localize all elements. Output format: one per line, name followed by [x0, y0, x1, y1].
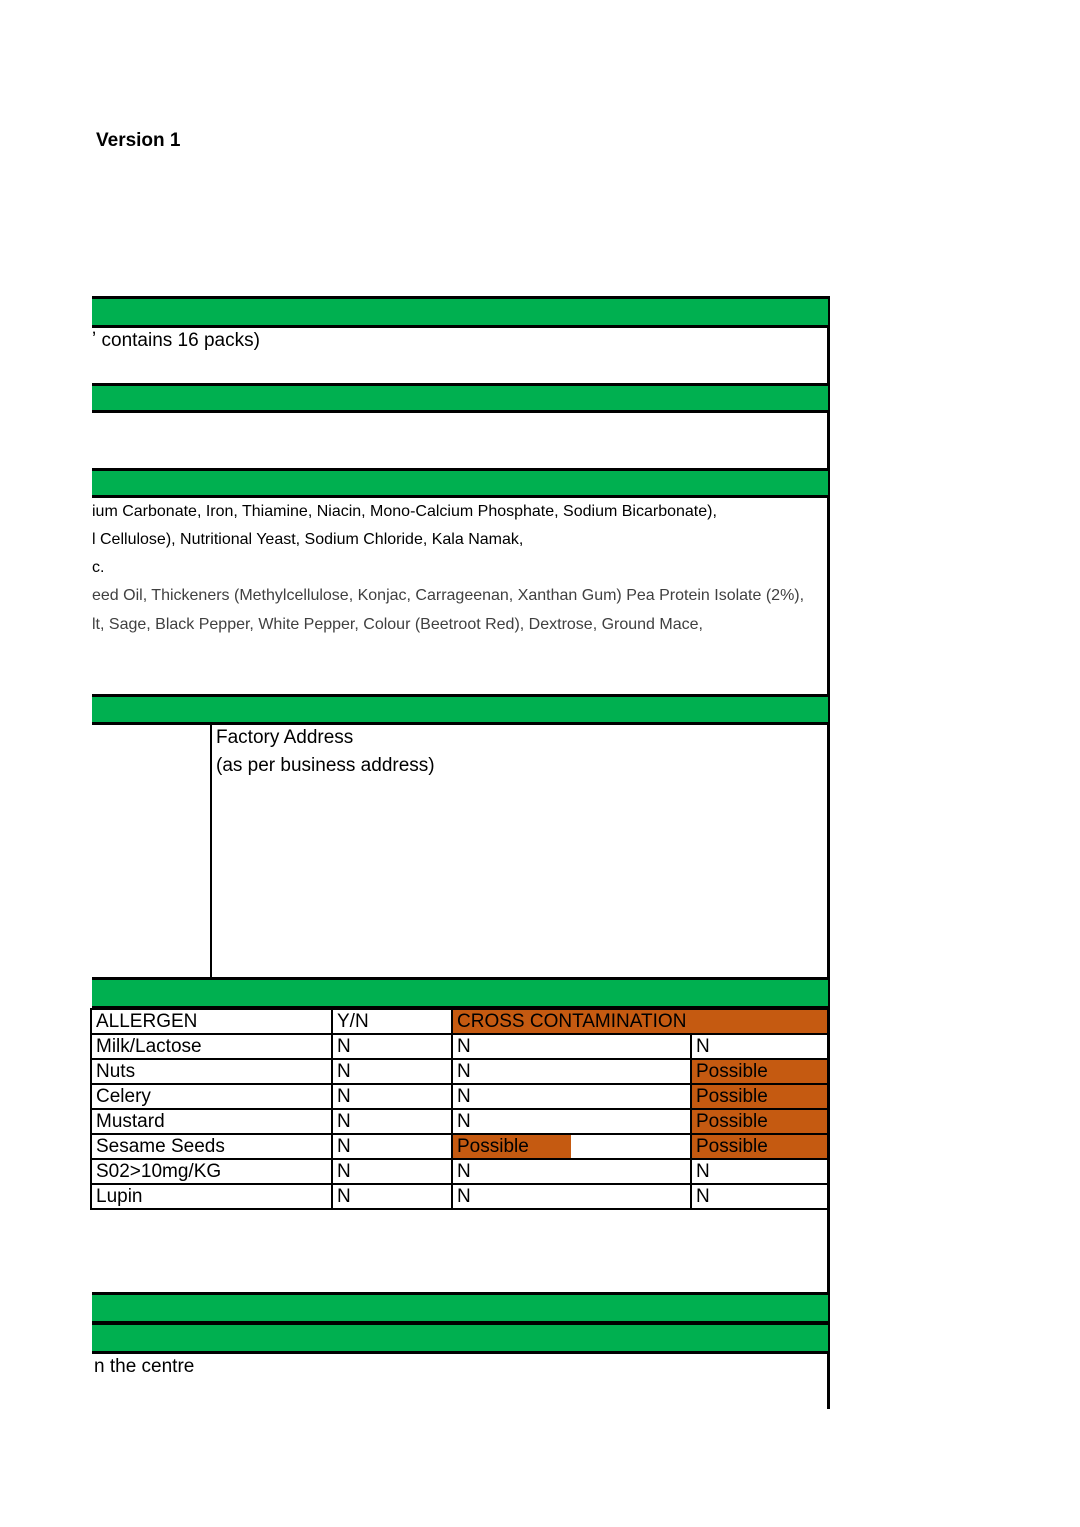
- table-row: [91, 1084, 828, 1109]
- cross-value-1: [452, 1134, 691, 1159]
- allergen-yn: N: [332, 1034, 452, 1059]
- cross-value-2: N: [691, 1034, 828, 1059]
- cross-value-2: Possible: [691, 1059, 828, 1084]
- factory-divider: [210, 725, 212, 979]
- factory-address-label: Factory Address: [216, 727, 354, 748]
- section-header-bar-7: [92, 1322, 828, 1354]
- table-row: [91, 1059, 828, 1084]
- section-header-bar-6: [92, 1292, 828, 1324]
- table-row: [91, 1034, 828, 1059]
- cross-value-1: N: [452, 1159, 691, 1184]
- allergen-yn: N: [332, 1134, 452, 1159]
- table-row: [91, 1134, 828, 1159]
- cross-value-2: N: [691, 1159, 828, 1184]
- allergen-header: ALLERGEN: [91, 1009, 332, 1034]
- factory-address-note: (as per business address): [216, 755, 435, 776]
- allergen-yn: N: [332, 1184, 452, 1209]
- cross-value-1-text: Possible: [457, 1135, 529, 1157]
- table-row: [91, 1159, 828, 1184]
- allergen-header-row: [91, 1009, 828, 1034]
- allergen-name: Mustard: [91, 1109, 332, 1134]
- cross-value-1: N: [452, 1034, 691, 1059]
- yn-header: Y/N: [332, 1009, 452, 1034]
- cross-value-2: N: [691, 1184, 828, 1209]
- ingredients-line-1: ium Carbonate, Iron, Thiamine, Niacin, Mono-Calcium Phosphate, Sodium Bicarbonate),: [92, 503, 717, 520]
- cross-value-2: Possible: [691, 1109, 828, 1134]
- ingredients-line-5: lt, Sage, Black Pepper, White Pepper, Colour (Beetroot Red), Dextrose, Ground Mace,: [92, 616, 703, 633]
- section-header-bar-3: [92, 468, 828, 498]
- allergen-yn: N: [332, 1159, 452, 1184]
- table-row: [91, 1109, 828, 1134]
- section-header-bar-5: [92, 977, 828, 1009]
- table-row: [91, 1184, 828, 1209]
- allergen-name: Milk/Lactose: [91, 1034, 332, 1059]
- cross-value-1: N: [452, 1109, 691, 1134]
- ingredients-line-4: eed Oil, Thickeners (Methylcellulose, Konjac, Carrageenan, Xanthan Gum) Pea Protein Isolate (2%),: [92, 587, 805, 604]
- cross-value-1: N: [452, 1184, 691, 1209]
- pack-info-text: ʼ contains 16 packs): [92, 330, 260, 351]
- cross-contamination-header: CROSS CONTAMINATION: [452, 1009, 828, 1034]
- allergen-yn: N: [332, 1059, 452, 1084]
- ingredients-line-2: l Cellulose), Nutritional Yeast, Sodium Chloride, Kala Namak,: [92, 531, 524, 548]
- version-label: Version 1: [96, 130, 181, 151]
- allergen-name: Celery: [91, 1084, 332, 1109]
- allergen-yn: N: [332, 1084, 452, 1109]
- section-header-bar-4: [92, 694, 828, 725]
- cross-value-2: Possible: [691, 1134, 828, 1159]
- allergen-table: [90, 1008, 829, 1210]
- allergen-name: Sesame Seeds: [91, 1134, 332, 1159]
- cross-value-1: N: [452, 1084, 691, 1109]
- allergen-name: Nuts: [91, 1059, 332, 1084]
- allergen-name: Lupin: [91, 1184, 332, 1209]
- section-header-bar-1: [92, 296, 828, 328]
- allergen-yn: N: [332, 1109, 452, 1134]
- storage-text: n the centre: [94, 1356, 195, 1377]
- section-header-bar-2: [92, 383, 828, 413]
- cross-value-2: Possible: [691, 1084, 828, 1109]
- ingredients-line-3: c.: [92, 559, 105, 576]
- form-right-border: [827, 296, 830, 1409]
- cross-value-1: N: [452, 1059, 691, 1084]
- allergen-name: S02>10mg/KG: [91, 1159, 332, 1184]
